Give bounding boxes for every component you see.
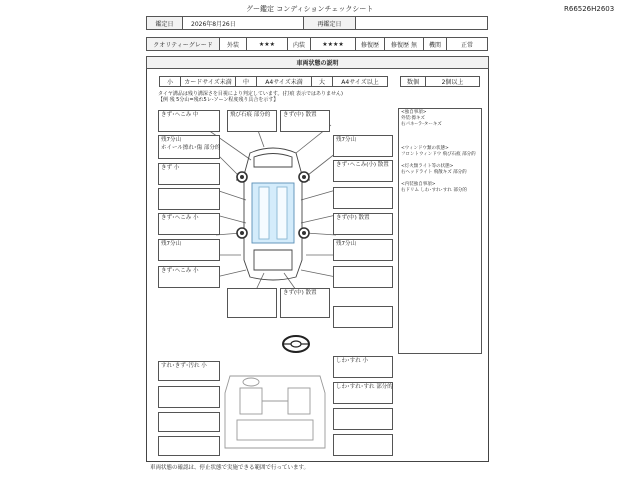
rr-tire-text: 残7分山 (336, 241, 356, 247)
section-title: 車両状態の説明 (146, 56, 489, 69)
label-box-front-center (227, 110, 277, 132)
right-mid-text: きず(中) 散置 (336, 215, 370, 221)
interior-diagram (215, 368, 335, 458)
legend-count: 数個 (400, 76, 426, 87)
fl-wheel-text-2: ホイール擦れ･傷 部分的 (161, 144, 221, 151)
note-line: 右パネ--ラ-ターキズ (401, 122, 442, 127)
front-center-text: 飛び石痕 部分的 (230, 112, 271, 118)
fl-wheel-text: 残7分山 (161, 137, 181, 143)
label-box-left-small (158, 163, 220, 185)
interior-box-left-2 (158, 386, 220, 408)
note-line: <内装独自事項> (401, 182, 436, 187)
reappraisal-date-label: 再鑑定日 (303, 16, 356, 30)
sheet-title: グー鑑定 コンディションチェックシート (246, 5, 374, 13)
legend-medium-desc: A4サイズ未満 (256, 76, 312, 87)
note-line (401, 129, 481, 147)
interior-stars: ★★★★ (310, 37, 356, 51)
interior-right-mid-text: しわ･すれ･すれ 部分的 (336, 384, 393, 390)
exterior-label: 外装 (219, 37, 247, 51)
label-box-fr-tire (333, 135, 393, 157)
engine-label: 機関 (423, 37, 447, 51)
notes-list (401, 111, 481, 195)
interior-box-right-mid (333, 382, 393, 404)
appraisal-date-value: 2026年8月26日 (182, 16, 304, 30)
steering-wheel-icon (280, 334, 312, 354)
interior-right-top-text: しわ･すれ 小 (336, 358, 368, 364)
exterior-stars: ★★★ (246, 37, 288, 51)
note-line: 右ドリム しわ･すれ･すれ 部分的 (401, 188, 467, 193)
note-line: 右ヘッドライト 飛散キズ 部分的 (401, 170, 467, 175)
interior-label: 内装 (287, 37, 311, 51)
fr-tire-text: 残7分山 (336, 137, 356, 143)
label-box-rear-center (280, 288, 330, 318)
tire-note-1: タイヤ溝品は残り溝深さを目視により判定しています。(打痕 表示ではありません) (158, 91, 343, 97)
label-box-left-empty (158, 188, 220, 210)
rear-center-text: きず(中) 散置 (283, 290, 317, 296)
reappraisal-date-value (355, 16, 488, 30)
note-line: <独自事項> (401, 110, 427, 115)
label-box-right-rear (333, 266, 393, 288)
legend-small-desc: カードサイズ未満 (180, 76, 236, 87)
left-mid-text: きず･へこみ 小 (161, 215, 199, 221)
legend-small: 小 (159, 76, 181, 87)
rear-left-text: きず･へこみ 小 (161, 268, 199, 274)
label-box-rl-tire (158, 239, 220, 261)
repair-history-value: 修復歴 無 (384, 37, 424, 51)
legend-medium: 中 (235, 76, 257, 87)
label-box-right-mid (333, 213, 393, 235)
label-box-right-lower (333, 306, 393, 328)
label-box-front-left (158, 110, 220, 132)
note-line: <灯火類ライト等の状態> (401, 164, 454, 169)
interior-box-right-3 (333, 408, 393, 430)
tire-note-2: 【例 残 5分山=残れ5レ-ソーン程度残り具合を示す】 (158, 97, 279, 103)
label-box-fl-wheel (158, 135, 220, 159)
note-line: <ウィンドウ類の状態> (401, 146, 449, 151)
front-right-text: きず(中) 散置 (283, 112, 317, 118)
quality-grade-label: クオリティーグレード (146, 37, 220, 51)
rl-tire-text: 残7分山 (161, 241, 181, 247)
label-box-right-empty (333, 187, 393, 209)
legend-count-desc: 2個以上 (425, 76, 480, 87)
label-box-rr-tire (333, 239, 393, 261)
interior-box-right-4 (333, 434, 393, 456)
label-box-rear-center-left (227, 288, 277, 318)
note-line: 外装:擦キズ (401, 116, 425, 121)
repair-history-label: 修復歴 (355, 37, 385, 51)
label-box-rear-left (158, 266, 220, 288)
label-box-front-right (280, 110, 330, 132)
interior-box-left (158, 361, 220, 381)
interior-box-left-3 (158, 412, 220, 432)
interior-left-text: すれ･きず･汚れ 小 (161, 363, 207, 369)
label-box-left-mid (158, 213, 220, 235)
engine-value: 正常 (446, 37, 488, 51)
interior-box-right-top (333, 356, 393, 378)
legend-large-desc: A4サイズ以上 (332, 76, 388, 87)
appraisal-date-label: 鑑定日 (146, 16, 183, 30)
label-box-right-small (333, 160, 393, 182)
right-small-text: きず･へこみ(小) 散置 (336, 162, 389, 168)
document-id: R66526H2603 (564, 5, 615, 13)
left-small-text: きず 小 (161, 165, 180, 171)
legend-large: 大 (311, 76, 333, 87)
interior-box-left-4 (158, 436, 220, 456)
front-left-text: きず･へこみ 中 (161, 112, 199, 118)
note-line: フロントウィンドウ 飛び石痕 部分的 (401, 152, 476, 157)
footer-note: 車両状態の確認は、停止状態で実施できる範囲で行っています。 (150, 465, 310, 471)
